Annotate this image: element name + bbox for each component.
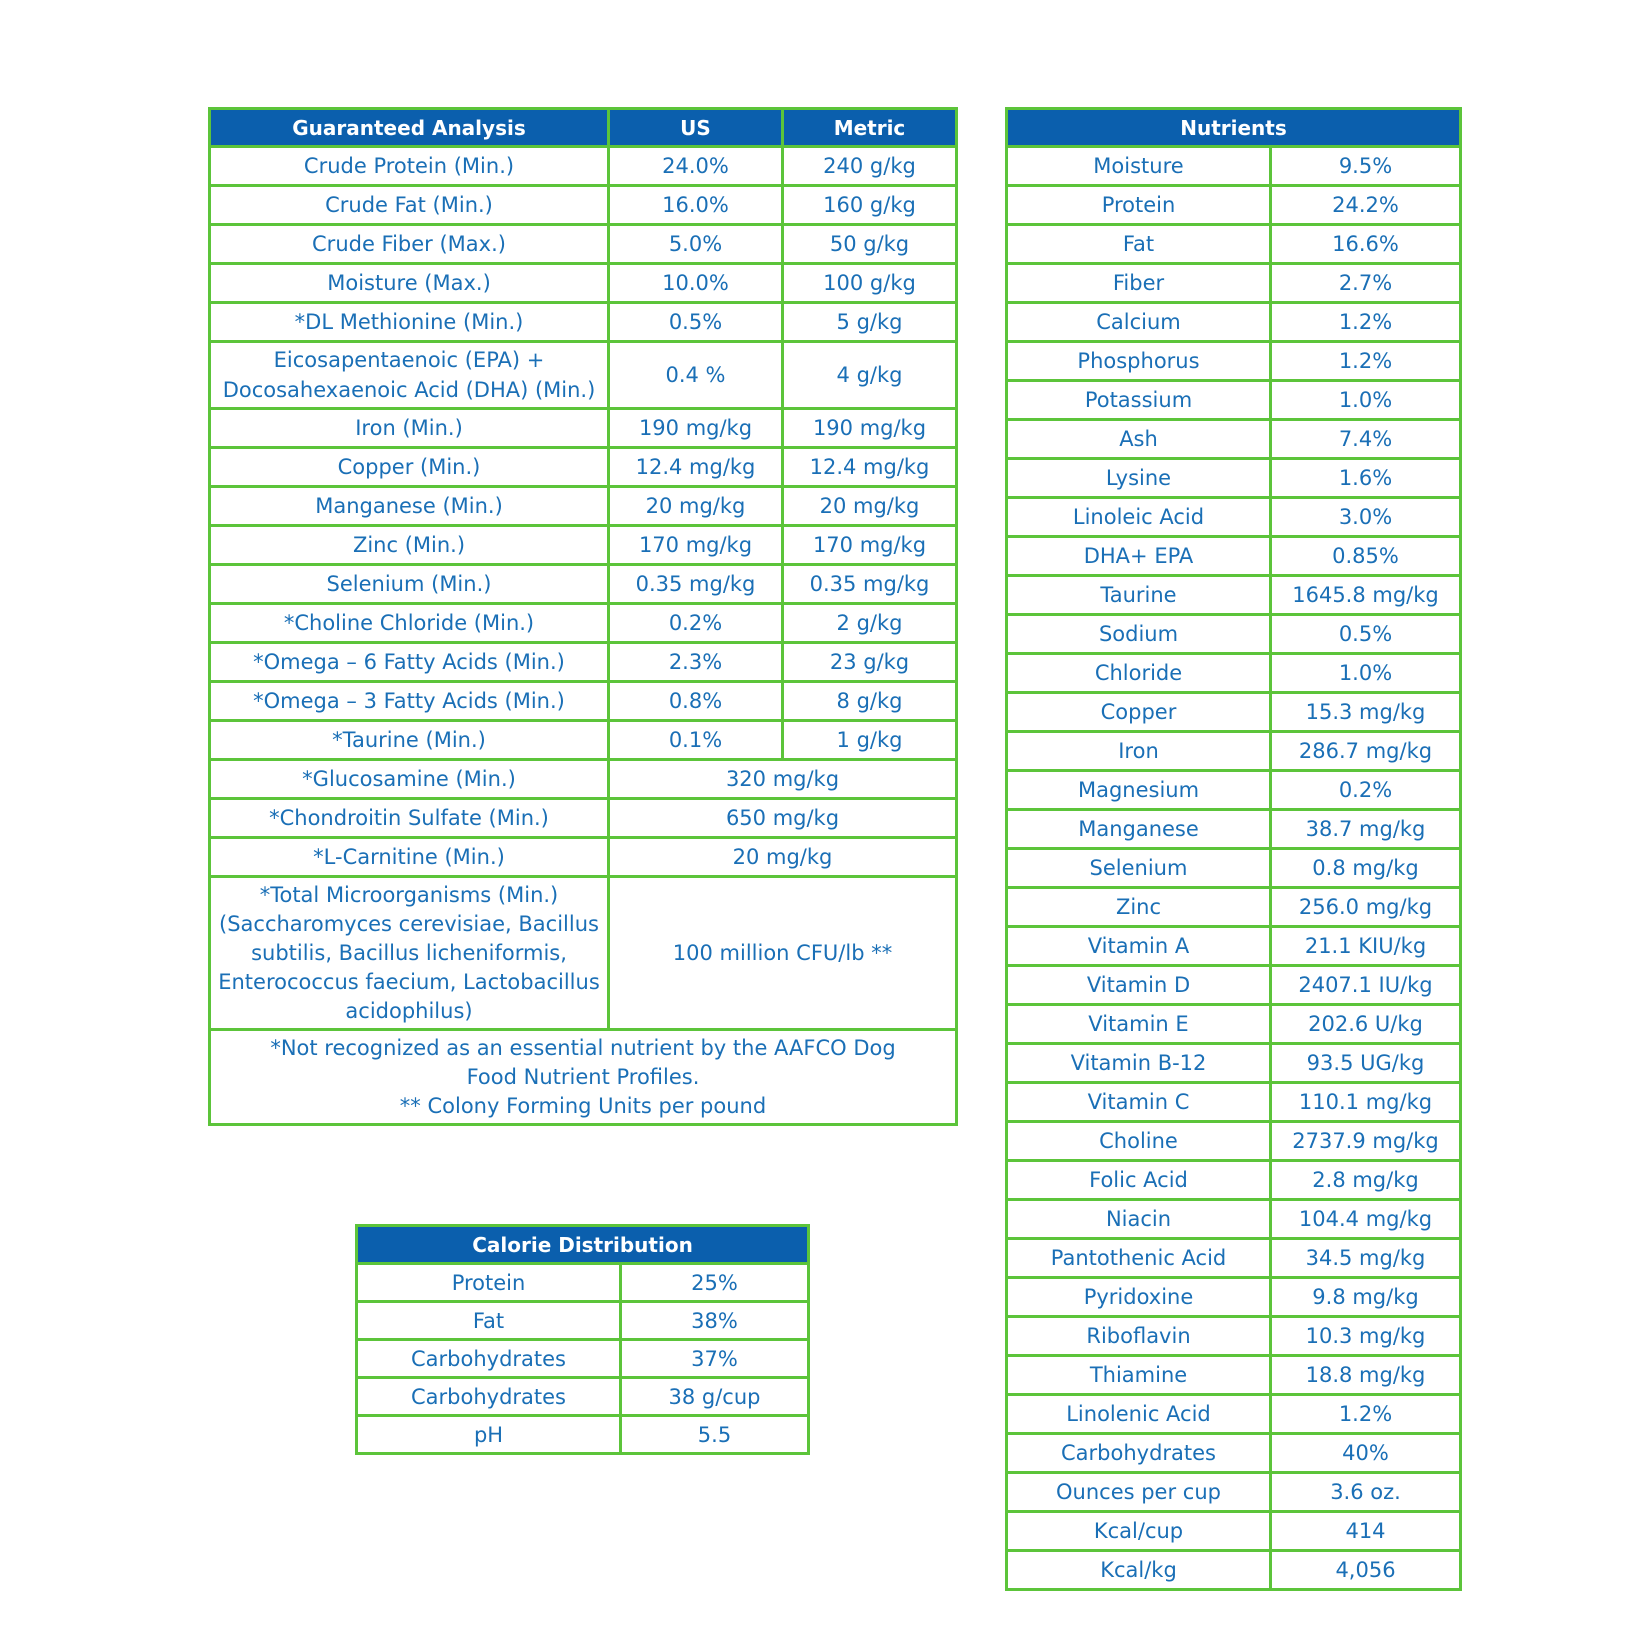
metric-value: 100 g/kg [783, 264, 957, 303]
calorie-distribution-table [355, 1224, 810, 1455]
row-value: 3.6 oz. [1271, 1473, 1461, 1512]
table-row [210, 565, 957, 604]
table-row [1007, 1551, 1461, 1590]
table-row [1007, 225, 1461, 264]
row-value: 0.8 mg/kg [1271, 849, 1461, 888]
metric-value: 5 g/kg [783, 303, 957, 342]
row-value: 18.8 mg/kg [1271, 1356, 1461, 1395]
us-value: 12.4 mg/kg [609, 448, 783, 487]
us-value: 0.8% [609, 682, 783, 721]
row-label: Taurine [1007, 576, 1271, 615]
row-value: 3.0% [1271, 498, 1461, 537]
table-header-row [357, 1226, 809, 1264]
row-value: 2.8 mg/kg [1271, 1161, 1461, 1200]
metric-value: 170 mg/kg [783, 526, 957, 565]
nutrients-table [1005, 107, 1462, 1591]
table-row [210, 264, 957, 303]
footnote-line-1: *Not recognized as an essential nutrient by the AAFCO Dog Food Nutrient Profiles. [270, 1035, 896, 1089]
row-value: 38 g/cup [621, 1378, 809, 1416]
row-label: Ounces per cup [1007, 1473, 1271, 1512]
table-row [1007, 1356, 1461, 1395]
merged-value: 320 mg/kg [609, 760, 957, 799]
metric-value: 50 g/kg [783, 225, 957, 264]
table-row [357, 1340, 809, 1378]
table-row [357, 1416, 809, 1454]
metric-value: 8 g/kg [783, 682, 957, 721]
metric-value: 23 g/kg [783, 643, 957, 682]
row-value: 38.7 mg/kg [1271, 810, 1461, 849]
row-label: Manganese (Min.) [210, 487, 609, 526]
row-value: 202.6 U/kg [1271, 1005, 1461, 1044]
table-row [1007, 303, 1461, 342]
us-value: 24.0% [609, 147, 783, 186]
row-value: 1.2% [1271, 1395, 1461, 1434]
row-label: Choline [1007, 1122, 1271, 1161]
row-label: *Glucosamine (Min.) [210, 760, 609, 799]
row-label: Kcal/cup [1007, 1512, 1271, 1551]
metric-value: 190 mg/kg [783, 409, 957, 448]
table-row [357, 1302, 809, 1340]
us-value: 10.0% [609, 264, 783, 303]
row-label: Vitamin C [1007, 1083, 1271, 1122]
table-row [210, 682, 957, 721]
metric-value: 1 g/kg [783, 721, 957, 760]
row-label: Ash [1007, 420, 1271, 459]
metric-value: 2 g/kg [783, 604, 957, 643]
row-label: Moisture (Max.) [210, 264, 609, 303]
row-label: Vitamin B-12 [1007, 1044, 1271, 1083]
us-value: 0.2% [609, 604, 783, 643]
metric-value: 160 g/kg [783, 186, 957, 225]
table-row [210, 487, 957, 526]
row-label: *Omega – 3 Fatty Acids (Min.) [210, 682, 609, 721]
row-value: 1.2% [1271, 342, 1461, 381]
table-row [1007, 1434, 1461, 1473]
table-row [210, 303, 957, 342]
table-row [1007, 1473, 1461, 1512]
row-value: 34.5 mg/kg [1271, 1239, 1461, 1278]
table-row [1007, 693, 1461, 732]
row-label: Copper [1007, 693, 1271, 732]
row-value: 1.2% [1271, 303, 1461, 342]
row-value: 9.5% [1271, 147, 1461, 186]
row-value: 1.0% [1271, 381, 1461, 420]
footnote-row [210, 1030, 957, 1125]
row-value: 37% [621, 1340, 809, 1378]
row-value: 110.1 mg/kg [1271, 1083, 1461, 1122]
table-row [1007, 888, 1461, 927]
row-label: Niacin [1007, 1200, 1271, 1239]
row-label: *DL Methionine (Min.) [210, 303, 609, 342]
row-label: Iron (Min.) [210, 409, 609, 448]
row-value: 286.7 mg/kg [1271, 732, 1461, 771]
row-label: Magnesium [1007, 771, 1271, 810]
row-value: 0.2% [1271, 771, 1461, 810]
us-value: 0.35 mg/kg [609, 565, 783, 604]
table-row [210, 721, 957, 760]
table-row [1007, 342, 1461, 381]
row-label: Fiber [1007, 264, 1271, 303]
row-label: Pantothenic Acid [1007, 1239, 1271, 1278]
table-row [1007, 1122, 1461, 1161]
table-row [1007, 849, 1461, 888]
row-label: Selenium (Min.) [210, 565, 609, 604]
row-label: Zinc (Min.) [210, 526, 609, 565]
row-label: Eicosapentaenoic (EPA) + Docosahexaenoic Acid (DHA) (Min.) [210, 342, 609, 409]
table-row [1007, 420, 1461, 459]
row-label: *Choline Chloride (Min.) [210, 604, 609, 643]
row-label: Thiamine [1007, 1356, 1271, 1395]
table-row [1007, 927, 1461, 966]
row-value: 104.4 mg/kg [1271, 1200, 1461, 1239]
row-value: 7.4% [1271, 420, 1461, 459]
table-row [210, 643, 957, 682]
table-row [1007, 771, 1461, 810]
row-label: Chloride [1007, 654, 1271, 693]
row-label: Fat [357, 1302, 621, 1340]
table-row [1007, 1083, 1461, 1122]
table-row [1007, 1044, 1461, 1083]
table-row [210, 147, 957, 186]
metric-value: 240 g/kg [783, 147, 957, 186]
row-label: Protein [1007, 186, 1271, 225]
metric-value: 0.35 mg/kg [783, 565, 957, 604]
row-label: *Total Microorganisms (Min.) (Saccharomyces cerevisiae, Bacillus subtilis, Bacillus licheniformis, Enterococcus faecium, Lactobacillus acidophilus) [210, 877, 609, 1030]
row-value: 21.1 KIU/kg [1271, 927, 1461, 966]
header-metric: Metric [783, 109, 957, 147]
row-label: Crude Fiber (Max.) [210, 225, 609, 264]
table-row [1007, 1317, 1461, 1356]
table-row [1007, 381, 1461, 420]
table-row [1007, 1200, 1461, 1239]
row-value: 1645.8 mg/kg [1271, 576, 1461, 615]
table-row [1007, 654, 1461, 693]
row-label: Moisture [1007, 147, 1271, 186]
row-label: Crude Fat (Min.) [210, 186, 609, 225]
us-value: 20 mg/kg [609, 487, 783, 526]
row-value: 9.8 mg/kg [1271, 1278, 1461, 1317]
table-row [1007, 1005, 1461, 1044]
us-value: 190 mg/kg [609, 409, 783, 448]
table-row [210, 604, 957, 643]
row-label: *Chondroitin Sulfate (Min.) [210, 799, 609, 838]
table-row [1007, 732, 1461, 771]
row-label: Carbohydrates [357, 1340, 621, 1378]
table-row [1007, 1239, 1461, 1278]
table-row [210, 760, 957, 799]
us-value: 0.1% [609, 721, 783, 760]
row-label: Lysine [1007, 459, 1271, 498]
row-label: Vitamin A [1007, 927, 1271, 966]
merged-value: 20 mg/kg [609, 838, 957, 877]
table-row [210, 225, 957, 264]
row-label: DHA+ EPA [1007, 537, 1271, 576]
row-label: Potassium [1007, 381, 1271, 420]
row-label: Pyridoxine [1007, 1278, 1271, 1317]
row-value: 2737.9 mg/kg [1271, 1122, 1461, 1161]
row-value: 24.2% [1271, 186, 1461, 225]
row-label: Iron [1007, 732, 1271, 771]
merged-value: 650 mg/kg [609, 799, 957, 838]
table-row [210, 799, 957, 838]
row-value: 16.6% [1271, 225, 1461, 264]
table-row [210, 448, 957, 487]
table-row [1007, 459, 1461, 498]
table-row [1007, 147, 1461, 186]
row-value: 5.5 [621, 1416, 809, 1454]
metric-value: 12.4 mg/kg [783, 448, 957, 487]
row-label: *Taurine (Min.) [210, 721, 609, 760]
us-value: 0.5% [609, 303, 783, 342]
row-label: *L-Carnitine (Min.) [210, 838, 609, 877]
table-header-row [1007, 109, 1461, 147]
header-guaranteed-analysis: Guaranteed Analysis [210, 109, 609, 147]
us-value: 5.0% [609, 225, 783, 264]
row-label: Carbohydrates [357, 1378, 621, 1416]
row-label: Vitamin E [1007, 1005, 1271, 1044]
header-us: US [609, 109, 783, 147]
table-row [1007, 264, 1461, 303]
us-value: 2.3% [609, 643, 783, 682]
table-row [210, 342, 957, 409]
row-label: Riboflavin [1007, 1317, 1271, 1356]
table-row [210, 186, 957, 225]
us-value: 170 mg/kg [609, 526, 783, 565]
table-row [1007, 810, 1461, 849]
row-value: 10.3 mg/kg [1271, 1317, 1461, 1356]
footnote-line-2: ** Colony Forming Units per pound [399, 1093, 767, 1118]
row-value: 2407.1 IU/kg [1271, 966, 1461, 1005]
table-row [1007, 186, 1461, 225]
table-row [210, 526, 957, 565]
row-label: Kcal/kg [1007, 1551, 1271, 1590]
row-label: Calcium [1007, 303, 1271, 342]
row-label: Crude Protein (Min.) [210, 147, 609, 186]
merged-value: 100 million CFU/lb ** [609, 877, 957, 1030]
row-value: 38% [621, 1302, 809, 1340]
table-row [1007, 1512, 1461, 1551]
table-row [210, 838, 957, 877]
table-header-row [210, 109, 957, 147]
row-value: 0.5% [1271, 615, 1461, 654]
row-label: Phosphorus [1007, 342, 1271, 381]
row-value: 25% [621, 1264, 809, 1302]
row-label: Zinc [1007, 888, 1271, 927]
guaranteed-analysis-table [208, 107, 958, 1126]
table-row [1007, 537, 1461, 576]
footnote [210, 1030, 957, 1125]
row-value: 93.5 UG/kg [1271, 1044, 1461, 1083]
row-value: 256.0 mg/kg [1271, 888, 1461, 927]
row-label: Linolenic Acid [1007, 1395, 1271, 1434]
table-row [210, 409, 957, 448]
us-value: 0.4 % [609, 342, 783, 409]
table-row [1007, 1161, 1461, 1200]
row-label: pH [357, 1416, 621, 1454]
metric-value: 4 g/kg [783, 342, 957, 409]
us-value: 16.0% [609, 186, 783, 225]
table-row [1007, 1278, 1461, 1317]
header-calorie-distribution: Calorie Distribution [357, 1226, 809, 1264]
table-row [1007, 498, 1461, 537]
row-label: Copper (Min.) [210, 448, 609, 487]
row-value: 40% [1271, 1434, 1461, 1473]
row-value: 2.7% [1271, 264, 1461, 303]
metric-value: 20 mg/kg [783, 487, 957, 526]
row-label: Carbohydrates [1007, 1434, 1271, 1473]
table-row [1007, 615, 1461, 654]
header-nutrients: Nutrients [1007, 109, 1461, 147]
table-row [1007, 966, 1461, 1005]
row-label: Manganese [1007, 810, 1271, 849]
row-value: 1.0% [1271, 654, 1461, 693]
table-row [210, 877, 957, 1030]
row-label: Vitamin D [1007, 966, 1271, 1005]
table-row [357, 1264, 809, 1302]
row-value: 15.3 mg/kg [1271, 693, 1461, 732]
table-row [357, 1378, 809, 1416]
row-value: 0.85% [1271, 537, 1461, 576]
row-value: 4,056 [1271, 1551, 1461, 1590]
table-row [1007, 1395, 1461, 1434]
row-label: Sodium [1007, 615, 1271, 654]
row-label: Protein [357, 1264, 621, 1302]
row-label: Selenium [1007, 849, 1271, 888]
row-label: Linoleic Acid [1007, 498, 1271, 537]
row-value: 1.6% [1271, 459, 1461, 498]
table-row [1007, 576, 1461, 615]
row-label: *Omega – 6 Fatty Acids (Min.) [210, 643, 609, 682]
row-label: Fat [1007, 225, 1271, 264]
row-value: 414 [1271, 1512, 1461, 1551]
row-label: Folic Acid [1007, 1161, 1271, 1200]
